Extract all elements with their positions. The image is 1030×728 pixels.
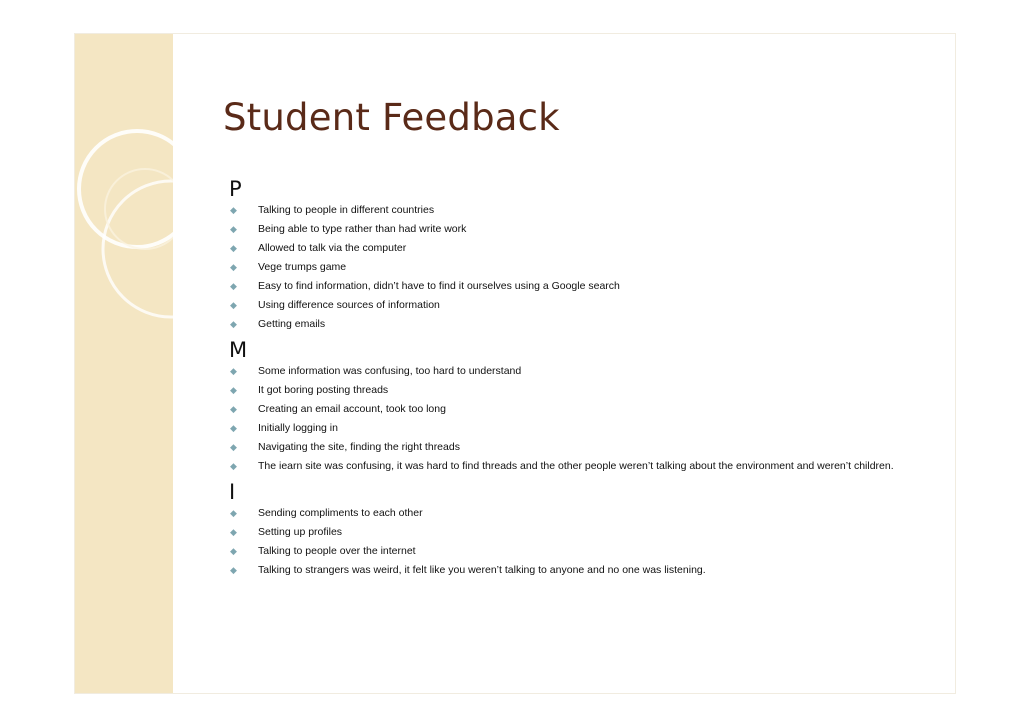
bullet-icon: ◆: [230, 565, 237, 575]
bullet-icon: ◆: [230, 404, 237, 414]
list-item: ◆ Easy to find information, didn’t have to find it ourselves using a Google search: [230, 280, 620, 292]
list-item: ◆ Talking to people in different countries: [230, 204, 435, 216]
list-item: ◆ Some information was confusing, too hard to understand: [230, 365, 522, 377]
bullet-icon: ◆: [230, 281, 237, 291]
list-item: ◆ Sending compliments to each other: [230, 507, 423, 519]
bullet-icon: ◆: [230, 508, 237, 518]
list-item: ◆ It got boring posting threads: [230, 384, 389, 396]
list-item: ◆ Talking to strangers was weird, it felt like you weren’t talking to anyone and no one was listening.: [230, 564, 706, 576]
list-item: ◆ Getting emails: [230, 318, 326, 330]
bullet-icon: ◆: [230, 461, 237, 471]
bullet-icon: ◆: [230, 442, 237, 452]
bullet-icon: ◆: [230, 546, 237, 556]
slide-title: Student Feedback: [223, 96, 560, 139]
section-heading-i: I: [229, 480, 236, 504]
feedback-content: [229, 176, 929, 583]
section-list-p: [229, 204, 929, 331]
bullet-icon: ◆: [230, 423, 237, 433]
list-item: ◆ Vege trumps game: [230, 261, 347, 273]
list-item: ◆ Initially logging in: [230, 422, 338, 434]
bullet-icon: ◆: [230, 205, 237, 215]
list-item: ◆ Talking to people over the internet: [230, 545, 416, 557]
list-item: ◆ Allowed to talk via the computer: [230, 242, 407, 254]
bullet-icon: ◆: [230, 262, 237, 272]
list-item: ◆ Creating an email account, took too long: [230, 403, 446, 415]
slide: [74, 33, 956, 694]
section-list-i: [229, 507, 929, 577]
list-item: ◆ Navigating the site, finding the right threads: [230, 441, 460, 453]
bullet-icon: ◆: [230, 319, 237, 329]
section-heading-m: M: [229, 338, 248, 362]
bullet-icon: ◆: [230, 366, 237, 376]
decorative-circles-icon: [75, 34, 173, 694]
section-heading-p: P: [229, 177, 242, 201]
section-list-m: [229, 365, 929, 473]
bullet-icon: ◆: [230, 243, 237, 253]
list-item: ◆ The iearn site was confusing, it was hard to find threads and the other people weren’t talking about the environment and weren’t children.: [230, 460, 894, 472]
bullet-icon: ◆: [230, 527, 237, 537]
list-item: ◆ Setting up profiles: [230, 526, 343, 538]
list-item: ◆ Being able to type rather than had write work: [230, 223, 467, 235]
list-item: ◆ Using difference sources of information: [230, 299, 440, 311]
decorative-sidebar: [75, 34, 173, 693]
bullet-icon: ◆: [230, 224, 237, 234]
bullet-icon: ◆: [230, 385, 237, 395]
bullet-icon: ◆: [230, 300, 237, 310]
